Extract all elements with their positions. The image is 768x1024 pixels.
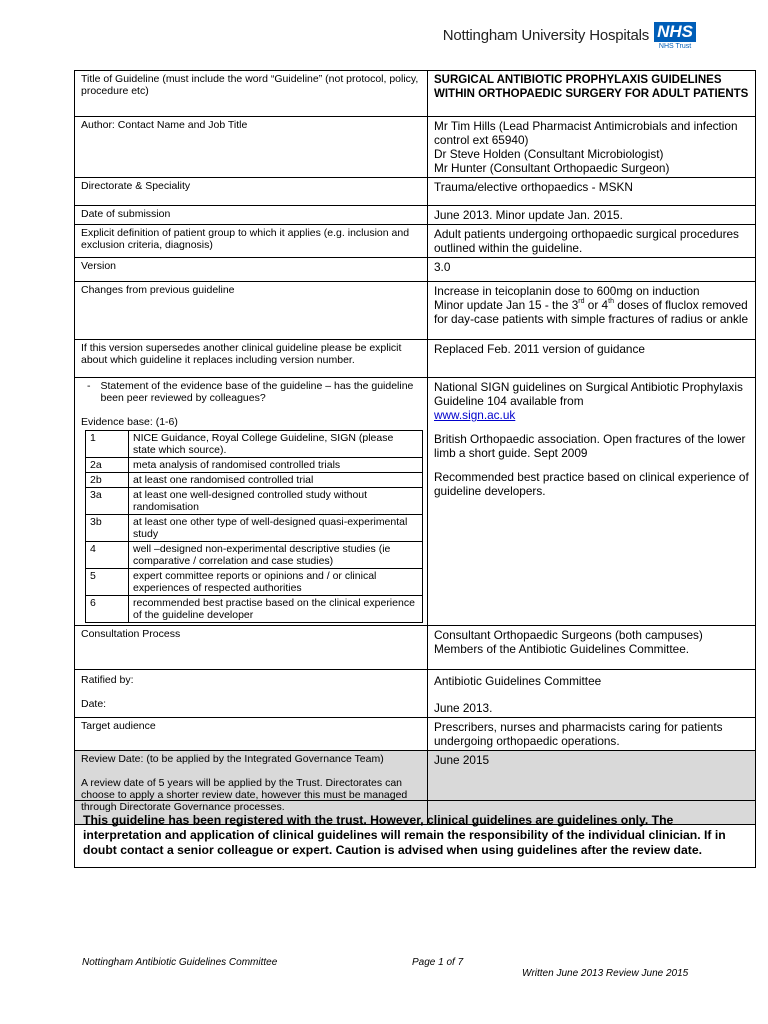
guideline-details-table — [74, 70, 756, 825]
evidence-sources — [428, 378, 756, 626]
review-label: Review Date: (to be applied by the Integrated Governance Team) — [81, 753, 384, 765]
level-code: 1 — [86, 431, 129, 458]
evidence-base-label: Evidence base: (1-6) — [81, 416, 178, 428]
footer-page: Page 1 of 7 — [412, 957, 464, 968]
ratified-label: Ratified by: — [81, 674, 134, 686]
ratified-date: June 2013. — [434, 701, 493, 715]
level-code: 2b — [86, 473, 129, 488]
evidence-cell — [75, 378, 428, 626]
org-name: Nottingham University Hospitals — [442, 27, 650, 44]
level-desc: meta analysis of randomised controlled trials — [129, 458, 423, 473]
level-desc: well –designed non-experimental descriptive studies (ie comparative / correlation and case studies) — [129, 542, 423, 569]
ratified-cell — [75, 670, 428, 718]
version-value: 3.0 — [428, 258, 756, 282]
changes-value — [428, 282, 756, 340]
level-desc: at least one other type of well-designed quasi-experimental study — [129, 515, 423, 542]
guideline-title: SURGICAL ANTIBIOTIC PROPHYLAXIS GUIDELINES WITHIN ORTHOPAEDIC SURGERY FOR ADULT PATIENTS — [428, 71, 756, 117]
ratified-date-label: Date: — [81, 698, 107, 710]
version-label: Version — [75, 258, 428, 282]
evidence-statement: Statement of the evidence base of the guideline – has the guideline been peer reviewed by colleagues? — [100, 380, 414, 404]
audience-value: Prescribers, nurses and pharmacists caring for patients undergoing orthopaedic operations. — [428, 718, 756, 751]
author-line: Mr Hunter (Consultant Orthopaedic Surgeon) — [434, 161, 670, 175]
consultation-value — [428, 626, 756, 670]
level-desc: at least one well-designed controlled study without randomisation — [129, 488, 423, 515]
ratified-value: Antibiotic Guidelines Committee — [434, 674, 602, 688]
level-code: 4 — [86, 542, 129, 569]
directorate-label: Directorate & Speciality — [75, 178, 428, 206]
sign-link[interactable]: www.sign.ac.uk — [434, 408, 516, 422]
review-date: June 2015 — [428, 751, 756, 825]
evidence-bullet: - — [87, 380, 91, 392]
level-code: 6 — [86, 596, 129, 623]
level-desc: expert committee reports or opinions and / or clinical experiences of respected authorities — [129, 569, 423, 596]
author-value — [428, 117, 756, 178]
nhs-logo — [443, 22, 696, 50]
trust-label: NHS Trust — [658, 43, 692, 50]
ratified-value-cell — [428, 670, 756, 718]
title-label: Title of Guideline (must include the word “Guideline” (not protocol, policy, procedure etc) — [75, 71, 428, 117]
submission-date-label: Date of submission — [75, 206, 428, 225]
level-desc: at least one randomised controlled trial — [129, 473, 423, 488]
submission-date-value: June 2013. Minor update Jan. 2015. — [428, 206, 756, 225]
evidence-source-3: Recommended best practice based on clinical experience of guideline developers. — [434, 470, 749, 498]
review-note: A review date of 5 years will be applied by the Trust. Directorates can choose to apply a shorter review date, however this must be managed through Directorate Governance processes. — [81, 777, 408, 813]
author-line: Dr Steve Holden (Consultant Microbiologist) — [434, 147, 664, 161]
changes-line: Minor update Jan 15 - the 3rd or 4th doses of fluclox removed for day-case patients with simple fractures of radius or ankle — [434, 298, 749, 326]
footer-written: Written June 2013 Review June 2015 — [522, 968, 689, 979]
supersedes-value: Replaced Feb. 2011 version of guidance — [428, 340, 756, 378]
changes-line: Increase in teicoplanin dose to 600mg on induction — [434, 284, 700, 298]
level-desc: NICE Guidance, Royal College Guideline, SIGN (please state which source). — [129, 431, 423, 458]
evidence-source-1: National SIGN guidelines on Surgical Antibiotic Prophylaxis Guideline 104 available from — [434, 380, 743, 408]
nhs-badge: NHS — [654, 22, 696, 42]
level-code: 5 — [86, 569, 129, 596]
evidence-levels-table — [85, 430, 423, 623]
supersedes-label: If this version supersedes another clinical guideline please be explicit about which guideline it replaces including version number. — [75, 340, 428, 378]
author-label: Author: Contact Name and Job Title — [75, 117, 428, 178]
level-desc: recommended best practise based on the clinical experience of the guideline developer — [129, 596, 423, 623]
evidence-source-2: British Orthopaedic association. Open fractures of the lower limb a short guide. Sept 2009 — [434, 432, 746, 460]
changes-label: Changes from previous guideline — [75, 282, 428, 340]
definition-label: Explicit definition of patient group to which it applies (e.g. inclusion and exclusion criteria, diagnosis) — [75, 225, 428, 258]
consultation-label: Consultation Process — [75, 626, 428, 670]
definition-value: Adult patients undergoing orthopaedic surgical procedures outlined within the guideline. — [428, 225, 756, 258]
disclaimer: This guideline has been registered with the trust. However, clinical guidelines are guidelines only. The interpretation and application of clinical guidelines will remain the responsibility of the individual clinician. If in doubt contact a senior colleague or expert. Caution is advised when using guidelines after the review date. — [74, 800, 756, 868]
audience-label: Target audience — [75, 718, 428, 751]
directorate-value: Trauma/elective orthopaedics - MSKN — [428, 178, 756, 206]
footer-committee: Nottingham Antibiotic Guidelines Committee — [82, 957, 278, 968]
consultation-line: Members of the Antibiotic Guidelines Committee. — [434, 642, 690, 656]
level-code: 3a — [86, 488, 129, 515]
author-line: Mr Tim Hills (Lead Pharmacist Antimicrobials and infection control ext 65940) — [434, 119, 738, 147]
level-code: 2a — [86, 458, 129, 473]
consultation-line: Consultant Orthopaedic Surgeons (both campuses) — [434, 628, 703, 642]
level-code: 3b — [86, 515, 129, 542]
